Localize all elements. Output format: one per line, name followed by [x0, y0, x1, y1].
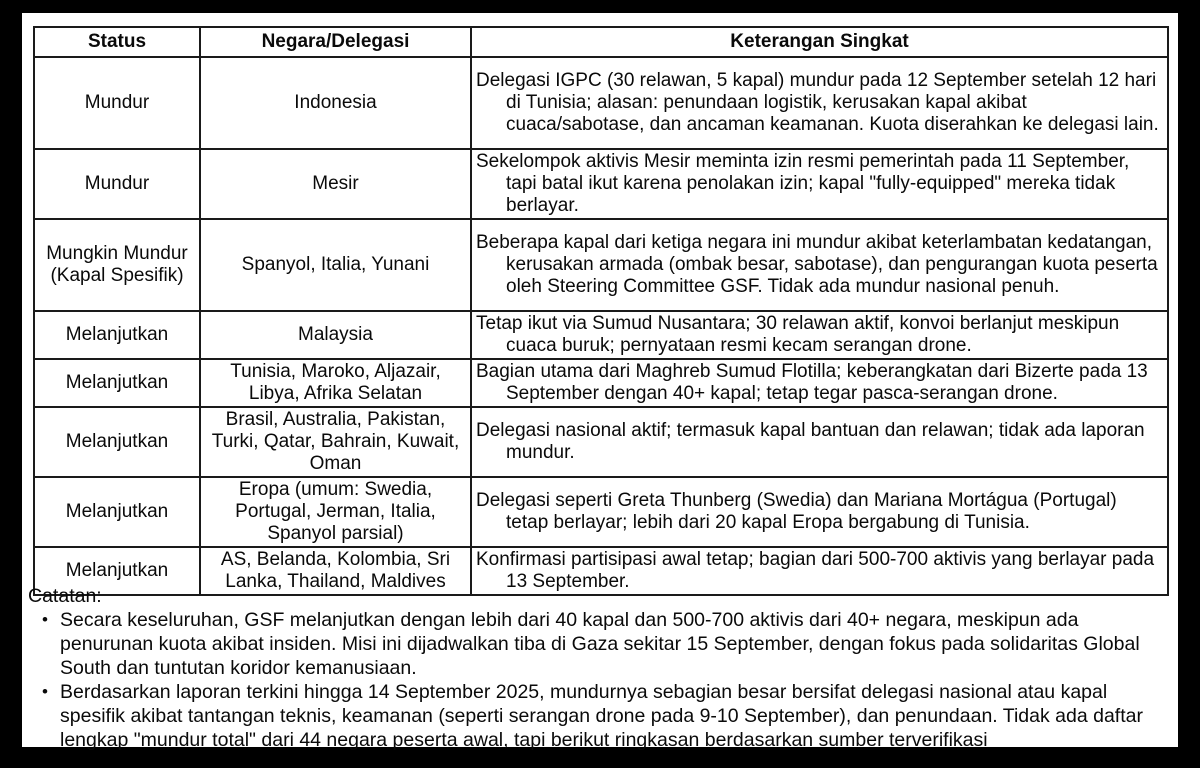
cell-negara: Mesir	[200, 149, 471, 219]
cell-keterangan: Delegasi seperti Greta Thunberg (Swedia) dan Mariana Mortágua (Portugal) tetap berlayar; lebih dari 20 kapal Eropa bergabung di Tunisia.	[471, 477, 1168, 547]
cell-negara: Eropa (umum: Swedia, Portugal, Jerman, Italia, Spanyol parsial)	[200, 477, 471, 547]
header-keterangan: Keterangan Singkat	[471, 27, 1168, 57]
status-table	[33, 26, 1169, 596]
cell-status: Melanjutkan	[34, 407, 200, 477]
cell-status: Mundur	[34, 149, 200, 219]
cell-keterangan: Bagian utama dari Maghreb Sumud Flotilla; keberangkatan dari Bizerte pada 13 September dengan 40+ kapal; tetap tegar pasca-serangan drone.	[471, 359, 1168, 407]
notes-title: Catatan:	[28, 585, 102, 607]
cell-negara: Brasil, Australia, Pakistan, Turki, Qatar, Bahrain, Kuwait, Oman	[200, 407, 471, 477]
document-page	[22, 13, 1178, 751]
note-bullet-item	[28, 680, 1166, 752]
cell-negara: Tunisia, Maroko, Aljazair, Libya, Afrika Selatan	[200, 359, 471, 407]
table-row	[34, 219, 1168, 311]
cell-status: Mundur	[34, 57, 200, 149]
cell-status: Mungkin Mundur (Kapal Spesifik)	[34, 219, 200, 311]
cell-keterangan: Tetap ikut via Sumud Nusantara; 30 relawan aktif, konvoi berlanjut meskipun cuaca buruk; pernyataan resmi kecam serangan drone.	[471, 311, 1168, 359]
table-row	[34, 407, 1168, 477]
header-status: Status	[34, 27, 200, 57]
table-row	[34, 311, 1168, 359]
cell-keterangan: Delegasi IGPC (30 relawan, 5 kapal) mundur pada 12 September setelah 12 hari di Tunisia; alasan: penundaan logistik, kerusakan kapal akibat cuaca/sabotase, dan ancaman keamanan. Kuota diserahkan ke delegasi lain.	[471, 57, 1168, 149]
cell-status: Melanjutkan	[34, 477, 200, 547]
table-row	[34, 57, 1168, 149]
note-bullet-item	[28, 608, 1166, 680]
cell-negara: Spanyol, Italia, Yunani	[200, 219, 471, 311]
header-negara: Negara/Delegasi	[200, 27, 471, 57]
bullet-icon: •	[42, 682, 48, 701]
cell-keterangan: Sekelompok aktivis Mesir meminta izin resmi pemerintah pada 11 September, tapi batal ikut karena penolakan izin; kapal "fully-equipped" mereka tidak berlayar.	[471, 149, 1168, 219]
note-text: Secara keseluruhan, GSF melanjutkan dengan lebih dari 40 kapal dan 500-700 aktivis dari 40+ negara, meskipun ada penurunan kuota akibat insiden. Misi ini dijadwalkan tiba di Gaza sekitar 15 September, dengan fokus pada solidaritas Global South dan tuntutan koridor kemanusiaan.	[60, 609, 1140, 679]
note-text: Berdasarkan laporan terkini hingga 14 September 2025, mundurnya sebagian besar bersifat delegasi nasional atau kapal spesifik akibat tantangan teknis, keamanan (seperti serangan drone pada 9-10 September), dan penundaan. Tidak ada daftar lengkap "mundur total" dari 44 negara peserta awal, tapi berikut ringkasan berdasarkan sumber terverifikasi	[60, 681, 1143, 751]
table-header-row	[34, 27, 1168, 57]
table-row	[34, 477, 1168, 547]
cell-negara: AS, Belanda, Kolombia, Sri Lanka, Thailand, Maldives	[200, 547, 471, 595]
cell-negara: Malaysia	[200, 311, 471, 359]
cell-keterangan: Delegasi nasional aktif; termasuk kapal bantuan dan relawan; tidak ada laporan mundur.	[471, 407, 1168, 477]
bullet-icon: •	[42, 610, 48, 629]
cell-status: Melanjutkan	[34, 359, 200, 407]
table-row	[34, 359, 1168, 407]
cell-negara: Indonesia	[200, 57, 471, 149]
cell-status: Melanjutkan	[34, 547, 200, 595]
cell-status: Melanjutkan	[34, 311, 200, 359]
cell-keterangan: Beberapa kapal dari ketiga negara ini mundur akibat keterlambatan kedatangan, kerusakan armada (ombak besar, sabotase), dan pengurangan kuota peserta oleh Steering Committee GSF. Tidak ada mundur nasional penuh.	[471, 219, 1168, 311]
table-row	[34, 149, 1168, 219]
notes-section	[28, 584, 1166, 752]
cell-keterangan: Konfirmasi partisipasi awal tetap; bagian dari 500-700 aktivis yang berlayar pada 13 September.	[471, 547, 1168, 595]
